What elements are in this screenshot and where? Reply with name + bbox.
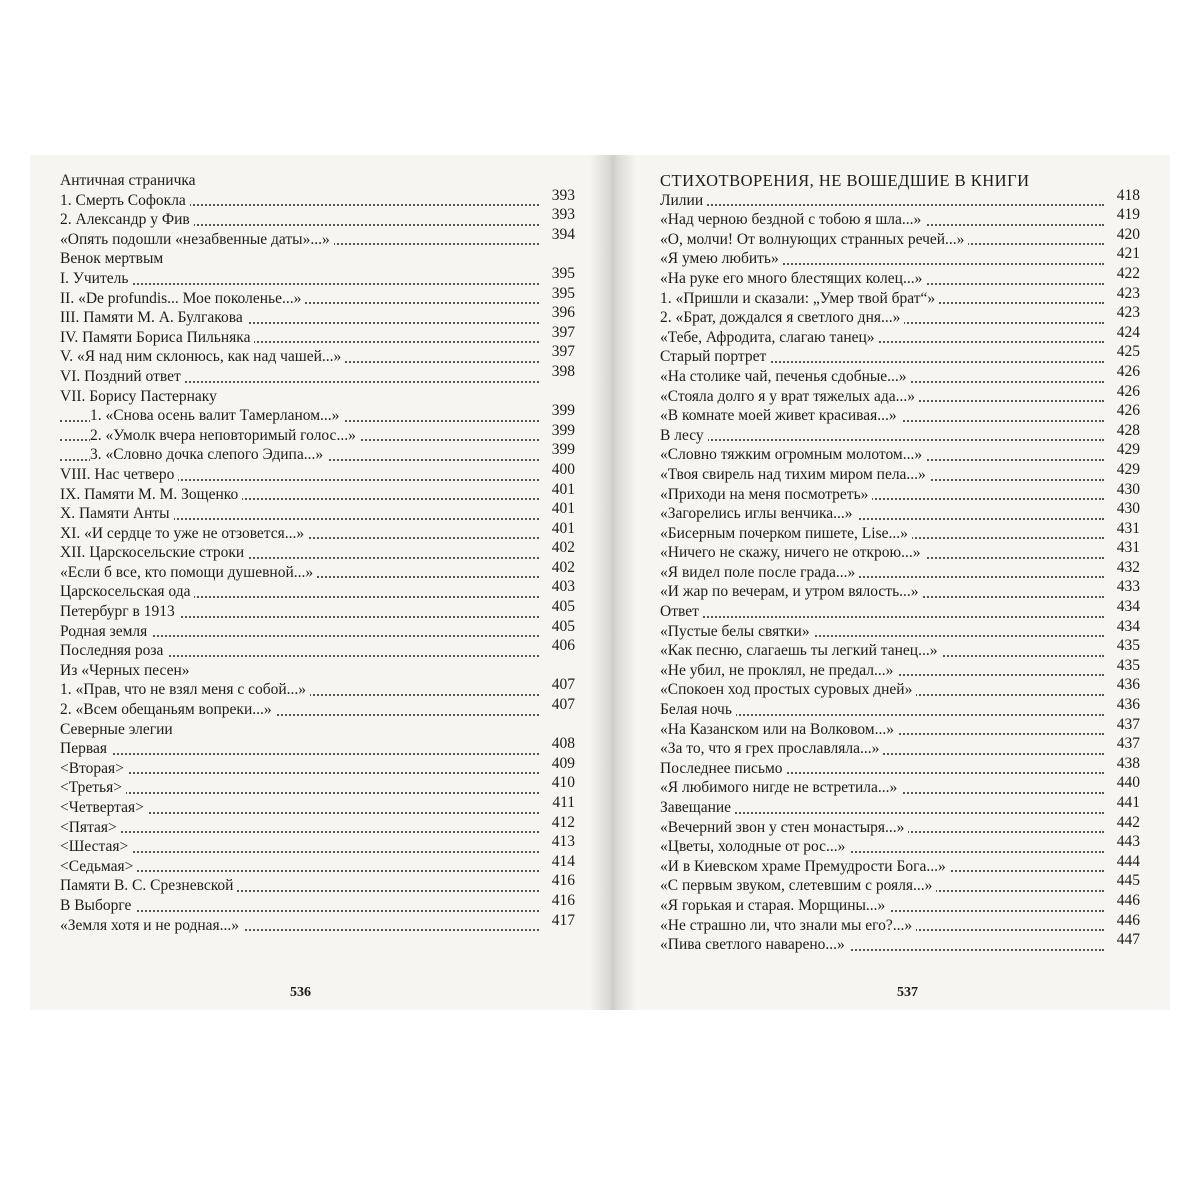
toc-entry-title: «О, молчи! От волнующих странных речей...»	[660, 231, 968, 248]
toc-entry	[660, 186, 1140, 211]
toc-entry	[660, 578, 1140, 602]
toc-entry-title: <Третья>	[60, 779, 126, 796]
toc-entry-page: 416	[548, 871, 575, 891]
toc-entry-page: 397	[548, 342, 575, 362]
toc-entry-page: 401	[548, 480, 575, 500]
toc-entry	[660, 402, 1140, 426]
toc-entry	[60, 421, 575, 446]
toc-entry	[60, 500, 575, 524]
toc-entry-title: Венок мертвым	[60, 250, 164, 268]
toc-entry-title: 2. «Умолк вчера неповторимый голос...»	[90, 427, 360, 444]
toc-entry-title: «С первым звуком, слетевшим с рояля...»	[660, 877, 936, 894]
toc-entry-page: 401	[548, 499, 575, 519]
toc-entry	[660, 656, 1140, 681]
toc-entry-page: 418	[1113, 186, 1140, 206]
toc-entry	[660, 833, 1140, 857]
toc-entry-title: XI. «И сердце то уже не отзовется...»	[60, 525, 308, 542]
toc-entry-title: «Если б все, кто помощи душевной...»	[60, 564, 317, 581]
book-spread	[30, 155, 1170, 1010]
toc-entry-page: 433	[1113, 577, 1140, 597]
toc-entry-title: VII. Борису Пастернаку	[60, 387, 217, 405]
toc-entry-title: «Твоя свирель над тихим миром пела...»	[660, 466, 930, 483]
toc-entry-page: 399	[548, 421, 575, 441]
toc-entry	[660, 480, 1140, 505]
toc-entry-page: 438	[1113, 754, 1140, 774]
toc-entry-title: Античная страничка	[60, 172, 196, 189]
toc-entry	[660, 813, 1140, 838]
toc-entry	[60, 264, 575, 289]
toc-entry-page: 419	[1113, 205, 1140, 225]
toc-entry	[60, 304, 575, 328]
toc-entry-title: «Словно тяжким огромным молотом...»	[660, 446, 926, 463]
toc-entry-page: 393	[548, 205, 575, 225]
toc-entry	[660, 735, 1140, 759]
toc-entry	[660, 264, 1140, 289]
toc-entry-title: <Четвертая>	[60, 799, 148, 816]
toc-entry-page: 400	[548, 460, 575, 480]
toc-entry-title: «На столике чай, печенья сдобные...»	[660, 368, 911, 385]
toc-entry	[60, 696, 575, 720]
toc-entry-title: Последнее письмо	[660, 760, 787, 777]
toc-entry-title: Северные элегии	[60, 720, 173, 738]
toc-entry-page: 420	[1113, 225, 1140, 245]
toc-entry-page: 435	[1113, 656, 1140, 676]
toc-leader-dots	[60, 831, 539, 833]
toc-entry	[60, 754, 575, 779]
toc-entry-title: Последняя роза	[60, 642, 167, 659]
toc-entry-title: X. Памяти Анты	[60, 505, 174, 522]
toc-entry	[660, 931, 1140, 955]
toc-entry-title: «Спокоен ход простых суровых дней»	[660, 681, 916, 698]
toc-entry	[660, 774, 1140, 798]
toc-entry-title: II. «De profundis... Мое поколенье...»	[60, 290, 305, 307]
toc-entry	[660, 617, 1140, 642]
toc-leader-dots	[60, 772, 539, 774]
toc-entry	[60, 441, 575, 465]
toc-entry	[660, 519, 1140, 544]
toc-entry-title: <Вторая>	[60, 760, 128, 777]
toc-entry-title: I. Учитель	[60, 270, 132, 287]
toc-entry	[60, 637, 575, 661]
toc-entry-page: 417	[548, 911, 575, 931]
toc-entry	[60, 833, 575, 857]
toc-entry-title: «Опять подошли «незабвенные даты»...»	[60, 231, 334, 248]
toc-entry-title: Завещание	[660, 799, 735, 816]
toc-entry-title: «Вечерний звон у стен монастыря...»	[660, 819, 908, 836]
toc-leader-dots	[660, 616, 1104, 618]
toc-entry-title: IV. Памяти Бориса Пильняка	[60, 329, 254, 346]
toc-entry	[660, 382, 1140, 407]
toc-entry-page: 399	[548, 401, 575, 421]
toc-entry-page: 408	[548, 734, 575, 754]
toc-entry	[60, 343, 575, 367]
toc-entry-page: 395	[548, 284, 575, 304]
toc-entry-page: 436	[1113, 695, 1140, 715]
toc-section-title	[60, 387, 575, 407]
toc-leader-dots	[660, 204, 1104, 206]
toc-entry	[660, 676, 1140, 700]
toc-entry-page: 397	[548, 323, 575, 343]
toc-entry-page: 423	[1113, 284, 1140, 304]
toc-entry	[60, 774, 575, 798]
toc-entry-page: 403	[548, 577, 575, 597]
toc-entry-page: 445	[1113, 871, 1140, 891]
toc-entry-page: 399	[548, 440, 575, 460]
toc-entry-page: 426	[1113, 382, 1140, 402]
toc-entry-page: 409	[548, 754, 575, 774]
toc-entry-title: «На руке его много блестящих колец...»	[660, 270, 926, 287]
toc-entry-page: 443	[1113, 832, 1140, 852]
toc-entry-page: 431	[1113, 538, 1140, 558]
toc-entry-page: 434	[1113, 617, 1140, 637]
toc-entry-page: 429	[1113, 460, 1140, 480]
toc-entry-title: Первая	[60, 740, 111, 757]
toc-entry-title: 1. «Прав, что не взял меня с собой...»	[60, 681, 310, 698]
toc-entry	[60, 558, 575, 583]
toc-entry-page: 440	[1113, 773, 1140, 793]
toc-entry-page: 414	[548, 852, 575, 872]
toc-entry	[660, 911, 1140, 936]
toc-entry	[660, 284, 1140, 309]
toc-entry-title: «Бисерным почерком пишете, Lise...»	[660, 525, 912, 542]
toc-entry	[660, 225, 1140, 250]
toc-entry-title: <Шестая>	[60, 838, 132, 855]
toc-entry-title: Царскосельская ода	[60, 583, 194, 600]
toc-entry	[660, 441, 1140, 465]
toc-leader-dots	[60, 792, 539, 794]
toc-entry	[60, 813, 575, 838]
right-page	[660, 155, 1140, 1010]
toc-entry-title: «Цветы, холодные от рос...»	[660, 838, 849, 855]
toc-entry-page: 447	[1113, 930, 1140, 950]
toc-entry	[660, 754, 1140, 779]
toc-entry-title: 1. «Пришли и сказали: „Умер твой брат“»	[660, 290, 939, 307]
toc-entry-title: «И в Киевском храме Премудрости Бога...»	[660, 858, 950, 875]
toc-entry	[660, 696, 1140, 720]
toc-entry-page: 423	[1113, 303, 1140, 323]
toc-entry	[60, 911, 575, 936]
toc-entry-title: <Пятая>	[60, 819, 121, 836]
toc-entry-title: 1. «Снова осень валит Тамерланом...»	[90, 407, 343, 424]
section-heading	[660, 171, 1140, 191]
toc-entry-title: Ответ	[660, 603, 703, 620]
toc-entry	[660, 343, 1140, 367]
right-toc-list	[660, 171, 1140, 955]
toc-entry	[660, 323, 1140, 348]
toc-entry	[60, 460, 575, 485]
toc-entry	[60, 206, 575, 230]
toc-entry-page: 430	[1113, 499, 1140, 519]
toc-entry-title: Родная земля	[60, 623, 151, 640]
toc-section-title	[60, 720, 575, 740]
toc-entry	[60, 617, 575, 642]
toc-entry-title: Белая ночь	[660, 701, 736, 718]
toc-entry	[660, 245, 1140, 269]
toc-entry-page: 407	[548, 675, 575, 695]
toc-entry-title: «И жар по вечерам, и утром вялость...»	[660, 583, 923, 600]
toc-entry	[660, 794, 1140, 818]
toc-entry-title: «Я горькая и старая. Морщины...»	[660, 897, 889, 914]
toc-entry-page: 405	[548, 617, 575, 637]
toc-entry-title: «Как песню, слагаешь ты легкий танец...»	[660, 642, 941, 659]
toc-entry	[60, 794, 575, 818]
toc-leader-dots	[60, 753, 539, 755]
toc-entry-title: Старый портрет	[660, 348, 770, 365]
toc-entry-page: 428	[1113, 421, 1140, 441]
toc-entry	[660, 637, 1140, 661]
toc-entry-page: 431	[1113, 519, 1140, 539]
toc-entry-title: <Седьмая>	[60, 858, 137, 875]
toc-entry-page: 393	[548, 186, 575, 206]
toc-entry	[60, 852, 575, 877]
toc-entry-title: IX. Памяти М. М. Зощенко	[60, 486, 242, 503]
toc-entry-title: VIII. Нас четверо	[60, 466, 178, 483]
toc-entry-page: 416	[548, 891, 575, 911]
toc-entry-title: «Приходи на меня посмотреть»	[660, 486, 872, 503]
toc-entry-title: III. Памяти М. А. Булгакова	[60, 309, 247, 326]
toc-entry	[60, 186, 575, 211]
toc-entry-page: 413	[548, 832, 575, 852]
toc-entry-page: 434	[1113, 597, 1140, 617]
toc-entry-title: «Не убил, не проклял, не предал...»	[660, 662, 897, 679]
toc-entry-page: 395	[548, 264, 575, 284]
toc-entry	[660, 598, 1140, 622]
toc-entry-page: 437	[1113, 715, 1140, 735]
toc-entry-page: 421	[1113, 244, 1140, 264]
toc-entry-title: V. «Я над ним склонюсь, как над чашей...»	[60, 348, 345, 365]
toc-entry-title: «Пива светлого наварено...»	[660, 936, 849, 953]
toc-entry-title: «Не страшно ли, что знали мы его?...»	[660, 917, 916, 934]
toc-entry-title: Из «Черных песен»	[60, 661, 190, 679]
toc-entry-page: 405	[548, 597, 575, 617]
toc-entry-page: 446	[1113, 891, 1140, 911]
toc-entry	[660, 539, 1140, 563]
toc-entry	[660, 500, 1140, 524]
book-gutter	[590, 155, 636, 1010]
toc-entry-title: «Я видел поле после града...»	[660, 564, 859, 581]
toc-entry-title: СТИХОТВОРЕНИЯ, НЕ ВОШЕДШИЕ В КНИГИ	[660, 171, 1034, 190]
toc-entry-title: XII. Царскосельские строки	[60, 544, 248, 561]
toc-entry	[60, 735, 575, 759]
toc-entry-title: 2. «Всем обещаньям вопреки...»	[60, 701, 276, 718]
toc-entry-page: 424	[1113, 323, 1140, 343]
toc-entry-page: 429	[1113, 440, 1140, 460]
toc-entry	[60, 225, 575, 250]
toc-entry	[60, 519, 575, 544]
toc-entry	[660, 715, 1140, 740]
toc-entry-title: «Тебе, Афродита, слагаю танец»	[660, 329, 879, 346]
toc-entry	[60, 480, 575, 505]
toc-entry	[660, 206, 1140, 230]
toc-entry-page: 401	[548, 519, 575, 539]
toc-entry	[660, 362, 1140, 387]
left-page	[60, 155, 575, 1010]
toc-entry-page: 394	[548, 225, 575, 245]
toc-entry-page: 402	[548, 538, 575, 558]
toc-entry-title: 1. Смерть Софокла	[60, 192, 190, 209]
toc-entry	[60, 362, 575, 387]
toc-entry-page: 411	[548, 793, 575, 813]
toc-entry	[660, 460, 1140, 485]
toc-entry-page: 412	[548, 813, 575, 833]
toc-entry	[60, 578, 575, 602]
toc-section-title	[60, 249, 575, 269]
toc-entry	[60, 284, 575, 309]
toc-entry-page: 442	[1113, 813, 1140, 833]
toc-entry-title: «Земля хотя и не родная...»	[60, 917, 243, 934]
toc-entry-title: В лесу	[660, 427, 708, 444]
toc-entry-page: 396	[548, 303, 575, 323]
toc-entry-page: 398	[548, 362, 575, 382]
toc-entry-page: 430	[1113, 480, 1140, 500]
toc-section-title	[60, 661, 575, 681]
toc-entry	[60, 323, 575, 348]
left-toc-list	[60, 171, 575, 935]
toc-entry-page: 410	[548, 773, 575, 793]
toc-entry-title: В Выборге	[60, 897, 135, 914]
toc-entry-page: 446	[1113, 911, 1140, 931]
toc-leader-dots	[660, 439, 1104, 441]
toc-entry-title: «Пустые белы святки»	[660, 623, 814, 640]
toc-entry-page: 435	[1113, 636, 1140, 656]
toc-entry-title: 2. Александр у Фив	[60, 211, 194, 228]
toc-entry-title: «На Казанском или на Волковом...»	[660, 721, 898, 738]
toc-entry	[660, 558, 1140, 583]
toc-entry-title: 2. «Брат, дождался я светлого дня...»	[660, 309, 904, 326]
toc-entry-title: «Стояла долго я у врат тяжелых ада...»	[660, 388, 919, 405]
toc-entry-page: 407	[548, 695, 575, 715]
toc-entry	[60, 402, 575, 426]
toc-entry-page: 406	[548, 636, 575, 656]
toc-entry-page: 425	[1113, 342, 1140, 362]
toc-entry-title: Лилии	[660, 192, 707, 209]
toc-entry-page: 402	[548, 558, 575, 578]
toc-entry-title: «За то, что я грех прославляла...»	[660, 740, 883, 757]
toc-entry	[60, 598, 575, 622]
toc-entry-title: «Ничего не скажу, ничего не открою...»	[660, 544, 925, 561]
left-page-number: 536	[290, 985, 311, 1000]
toc-entry	[660, 852, 1140, 877]
toc-entry-page: 436	[1113, 675, 1140, 695]
toc-entry-title: 3. «Словно дочка слепого Эдипа...»	[90, 446, 327, 463]
toc-entry	[60, 539, 575, 563]
toc-entry-title: VI. Поздний ответ	[60, 368, 185, 385]
toc-entry-page: 432	[1113, 558, 1140, 578]
toc-section-title	[60, 171, 575, 191]
toc-entry-page: 426	[1113, 362, 1140, 382]
toc-entry-page: 422	[1113, 264, 1140, 284]
toc-entry	[660, 421, 1140, 446]
toc-entry-title: «Я умею любить»	[660, 250, 783, 267]
toc-entry-page: 441	[1113, 793, 1140, 813]
toc-entry-title: Памяти В. С. Срезневской	[60, 877, 237, 894]
toc-entry	[60, 891, 575, 916]
toc-entry	[60, 676, 575, 700]
toc-entry-title: «Я любимого нигде не встретила...»	[660, 779, 901, 796]
toc-entry-title: «Загорелись иглы венчика...»	[660, 505, 857, 522]
toc-entry	[660, 891, 1140, 916]
toc-entry	[660, 872, 1140, 896]
toc-entry-page: 437	[1113, 734, 1140, 754]
toc-entry-title: «Над черною бездной с тобою я шла...»	[660, 211, 925, 228]
toc-entry-title: «В комнате моей живет красивая...»	[660, 407, 901, 424]
toc-entry-page: 426	[1113, 401, 1140, 421]
toc-entry-title: Петербург в 1913	[60, 603, 179, 620]
toc-entry	[60, 872, 575, 896]
toc-entry-page: 444	[1113, 852, 1140, 872]
right-page-number: 537	[897, 985, 918, 1000]
toc-entry	[660, 304, 1140, 328]
